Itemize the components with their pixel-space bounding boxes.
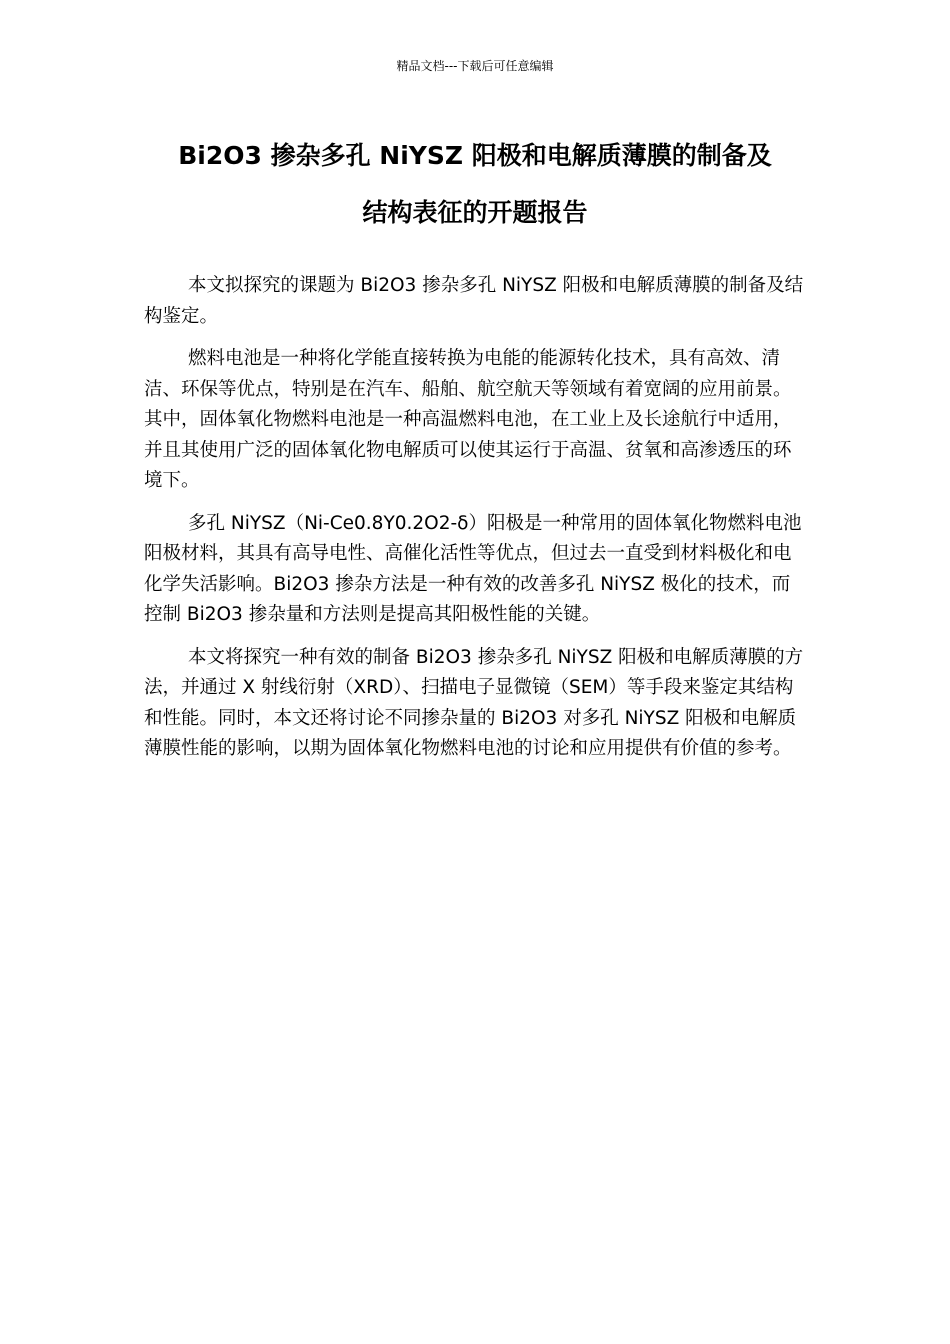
document-body [144,271,808,777]
paragraph-2: 燃料电池是一种将化学能直接转换为电能的能源转化技术，具有高效、清洁、环保等优点，特别是在汽车、船舶、航空航天等领域有着宽阔的应用前景。其中，固体氧化物燃料电池是一种高温燃料电池，在工业上及长途航行中适用，并且其使用广泛的固体氧化物电解质可以使其运行于高温、贫氧和高渗透压的环境下。 [144,348,792,491]
header-note: 精品文档---下载后可任意编辑 [396,59,554,73]
paragraph-4: 本文将探究一种有效的制备 Bi2O3 掺杂多孔 NiYSZ 阳极和电解质薄膜的方法，并通过 X 射线衍射（XRD）、扫描电子显微镜（SEM）等手段来鉴定其结构和性能。同时，本文还将讨论不同掺杂量的 Bi2O3 对多孔 NiYSZ 阳极和电解质薄膜性能的影响，以期为固体氧化物燃料电池的讨论和应用提供有价值的参考。 [144,646,804,759]
paragraph-3: 多孔 NiYSZ（Ni-Ce0.8Y0.2O2-δ）阳极是一种常用的固体氧化物燃料电池阳极材料，其具有高导电性、高催化活性等优点，但过去一直受到材料极化和电化学失活影响。Bi2O3 掺杂方法是一种有效的改善多孔 NiYSZ 极化的技术，而控制 Bi2O3 掺杂量和方法则是提高其阳极性能的关键。 [144,512,802,625]
paragraph-1: 本文拟探究的课题为 Bi2O3 掺杂多孔 NiYSZ 阳极和电解质薄膜的制备及结构鉴定。 [144,275,804,327]
document-title-line-1: Bi2O3 掺杂多孔 NiYSZ 阳极和电解质薄膜的制备及 [178,141,772,170]
document-title-line-2: 结构表征的开题报告 [362,198,588,227]
